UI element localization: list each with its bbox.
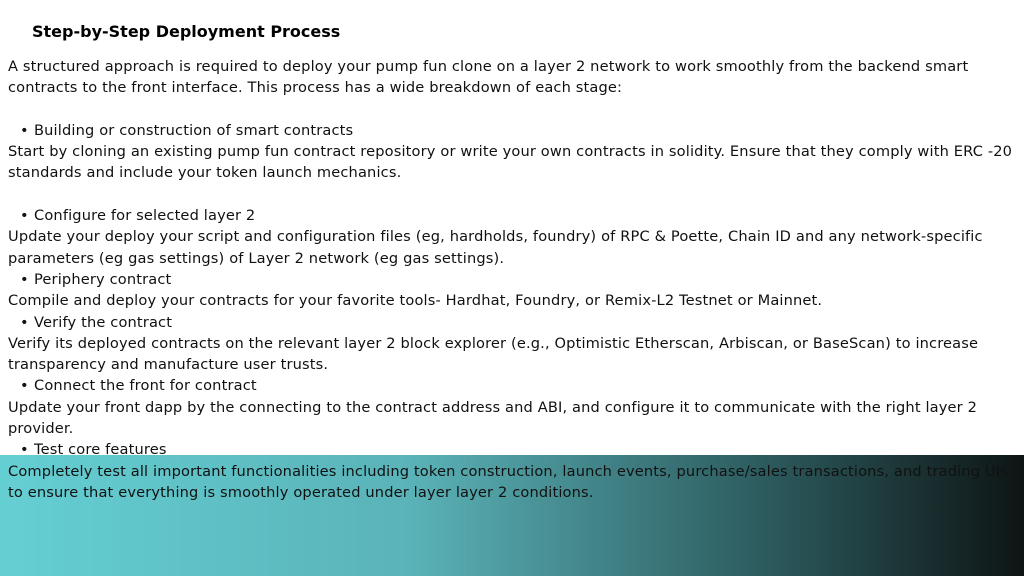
step-body-verify: Verify its deployed contracts on the relevant layer 2 block explorer (e.g., Optimistic Etherscan, Arbiscan, or BaseScan) to increase transparency and manufacture user trusts. <box>8 334 979 374</box>
step-heading-verify <box>8 312 1016 333</box>
step-heading-configure <box>8 205 1016 226</box>
step-heading-label: Periphery contract <box>34 270 172 288</box>
step-body-test: Completely test all important functionalities including token construction, launch events, purchase/sales transactions, and trading UIs to ensure that everything is smoothly operated under layer layer 2 conditions. <box>8 462 1008 501</box>
bullet-icon: • <box>20 441 29 459</box>
step-heading-label: Building or construction of smart contracts <box>34 121 354 139</box>
step-body-configure: Update your deploy your script and configuration files (eg, hardholds, foundry) of RPC & Poette, Chain ID and any network-specific parameters (eg gas settings) of Layer 2 network (eg gas settings). <box>8 228 983 267</box>
bullet-icon: • <box>20 270 29 288</box>
step-heading-label: Verify the contract <box>34 313 173 331</box>
step-body-connect: Update your front dapp by the connecting to the contract address and ABI, and configure it to communicate with the right layer 2 provider. <box>8 398 978 438</box>
step-heading-label: Test core features <box>34 441 167 459</box>
intro-paragraph: A structured approach is required to deploy your pump fun clone on a layer 2 network to work smoothly from the backend smart contracts to the front interface. This process has a wide breakdown of each stage: <box>8 58 969 97</box>
bullet-icon: • <box>20 377 29 395</box>
step-heading-label: Connect the front for contract <box>34 377 257 395</box>
step-body-periphery: Compile and deploy your contracts for your favorite tools- Hardhat, Foundry, or Remix-L2 Testnet or Mainnet. <box>8 292 823 310</box>
step-heading-label: Configure for selected layer 2 <box>34 207 256 225</box>
step-heading-test <box>8 439 1016 460</box>
step-body-build: Start by cloning an existing pump fun contract repository or write your own contracts in solidity. Ensure that they comply with ERC -20 standards and include your token launch mechanics. <box>8 143 1013 182</box>
step-heading-build <box>8 120 1016 141</box>
bullet-icon: • <box>20 313 29 331</box>
step-heading-periphery <box>8 269 1016 290</box>
step-heading-connect <box>8 375 1016 396</box>
page-title: Step-by-Step Deployment Process <box>32 22 341 41</box>
spacer <box>8 99 1016 120</box>
bullet-icon: • <box>20 207 29 225</box>
spacer <box>8 184 1016 205</box>
document-body <box>8 56 1016 503</box>
bullet-icon: • <box>20 121 29 139</box>
